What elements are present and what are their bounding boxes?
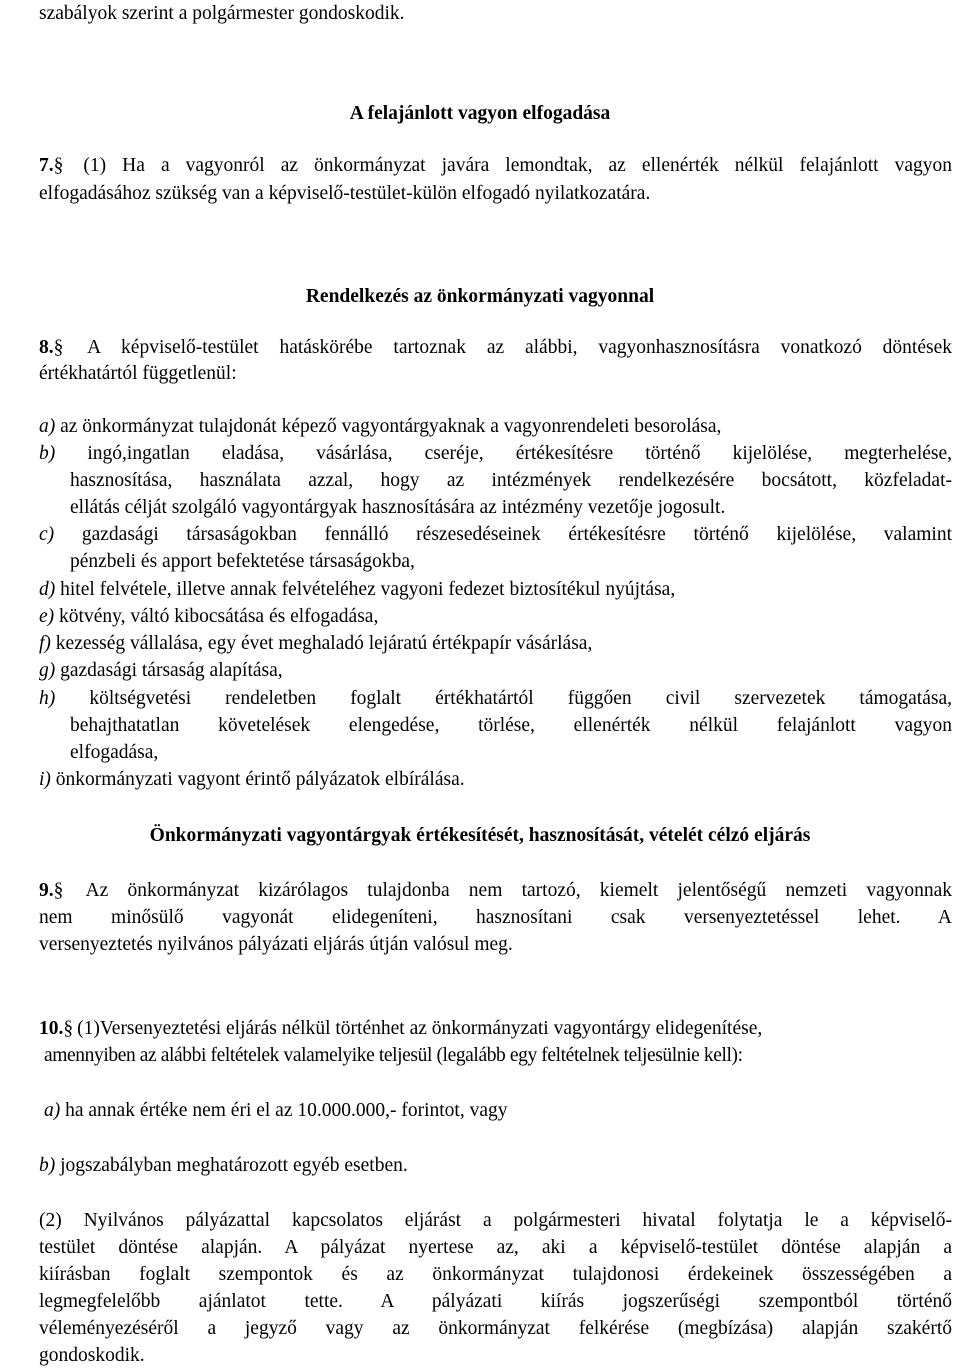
- section-sign: §: [63, 1018, 74, 1039]
- list-item-i: i) önkormányzati vagyont érintő pályázatok elbírálása.: [39, 769, 465, 790]
- section-9-line-1: [39, 877, 952, 904]
- section-10-p2-line-6: gondoskodik.: [39, 1345, 145, 1366]
- section-10-p2-line-4: legmegfelelőbb ajánlatot tette. A pályázati kiírás jogszerűségi szempontból történő: [39, 1291, 952, 1312]
- section-10-p2-line-2: testület döntése alapján. A pályázat nyertese az, aki a képviselő-testület döntése alapján a: [39, 1237, 952, 1258]
- section-10-text: (1)Versenyeztetési eljárás nélkül történhet az önkormányzati vagyontárgy elidegenítése,: [77, 1018, 763, 1039]
- list-item-d: d) hitel felvétele, illetve annak felvételéhez vagyoni fedezet biztosítékul nyújtása,: [39, 579, 676, 600]
- section-sign: §: [53, 155, 64, 176]
- top-line: szabályok szerint a polgármester gondoskodik.: [39, 3, 405, 24]
- list-item-f: f) kezesség vállalása, egy évet meghaladó lejáratú értékpapír vásárlása,: [39, 633, 593, 654]
- list-item-h-cont: elfogadása,: [70, 742, 159, 763]
- section-sign: §: [53, 337, 64, 358]
- section-8-number: 8.: [39, 337, 54, 358]
- section-9-title: Önkormányzati vagyontárgyak értékesítését, hasznosítását, vételét célzó eljárás: [149, 825, 811, 846]
- section-10-p2-line-1: (2) Nyilvános pályázattal kapcsolatos eljárást a polgármesteri hivatal folytatja le a képviselő-: [39, 1210, 952, 1231]
- list-item-b: b) ingó,ingatlan eladása, vásárlása, cseréje, értékesítésre történő kijelölése, megterhelése,: [39, 443, 953, 464]
- list-item-g: g) gazdasági társaság alapítása,: [39, 660, 283, 681]
- section-10-p2-line-5: véleményezéséről a jegyző vagy az önkormányzat felkérése (megbízása) alapján szakértő: [39, 1318, 952, 1339]
- section-10-p2-line-3: kiírásban foglalt szempontok és az önkormányzat tulajdonosi érdekeinek összességében a: [39, 1264, 952, 1285]
- condition-b: b) jogszabályban meghatározott egyéb esetben.: [39, 1155, 408, 1176]
- section-8-text: A képviselő-testület hatáskörébe tartoznak az alábbi, vagyonhasznosításra vonatkozó döntések: [87, 337, 952, 358]
- list-item-b-cont: hasznosítása, használata azzal, hogy az intézmények rendelkezésére bocsátott, közfeladat-: [70, 470, 952, 491]
- section-8-line-2: értékhatártól függetlenül:: [39, 363, 237, 384]
- section-7-number: 7.: [39, 155, 54, 176]
- section-10-line-2: amennyiben az alábbi feltételek valamelyike teljesül (legalább egy feltételnek teljesülnie kell):: [44, 1045, 743, 1066]
- list-item-h-cont: behajthatatlan követelések elengedése, törlése, ellenérték nélkül felajánlott vagyon: [70, 715, 952, 736]
- section-7-line-2: elfogadásához szükség van a képviselő-testület-külön elfogadó nyilatkozatára.: [39, 183, 651, 204]
- section-7-line-1: [39, 152, 952, 179]
- section-9-line-2: nem minősülő vagyonát elidegeníteni, hasznosítani csak versenyeztetéssel lehet. A: [39, 907, 952, 928]
- section-8-title: Rendelkezés az önkormányzati vagyonnal: [305, 286, 655, 307]
- section-10-number: 10.: [39, 1018, 64, 1039]
- section-9-number: 9.: [39, 880, 54, 901]
- list-item-b-cont: ellátás célját szolgáló vagyontárgyak hasznosítására az intézmény vezetője jogosult.: [70, 497, 726, 518]
- section-7-title: A felajánlott vagyon elfogadása: [349, 103, 611, 124]
- section-9-text: Az önkormányzat kizárólagos tulajdonba nem tartozó, kiemelt jelentőségű nemzeti vagyonnak: [85, 880, 952, 901]
- list-item-e: e) kötvény, váltó kibocsátása és elfogadása,: [39, 606, 379, 627]
- list-item-c: c) gazdasági társaságokban fennálló részesedéseinek értékesítésre történő kijelölése, valamint: [39, 524, 952, 545]
- section-9-line-3: versenyeztetés nyilvános pályázati eljárás útján valósul meg.: [39, 934, 513, 955]
- list-item-h: h) költségvetési rendeletben foglalt értékhatártól függően civil szervezetek támogatása,: [39, 688, 952, 709]
- section-10-line-1: [39, 1015, 952, 1042]
- list-item-c-cont: pénzbeli és apport befektetése társaságokba,: [70, 551, 415, 572]
- section-7-text: (1) Ha a vagyonról az önkormányzat javára lemondtak, az ellenérték nélkül felajánlott vagyon: [83, 155, 952, 176]
- section-8-line-1: [39, 334, 952, 361]
- section-sign: §: [53, 880, 64, 901]
- condition-a: a) ha annak értéke nem éri el az 10.000.000,- forintot, vagy: [44, 1100, 508, 1121]
- list-item-a: a) az önkormányzat tulajdonát képező vagyontárgyaknak a vagyonrendeleti besorolása,: [39, 416, 722, 437]
